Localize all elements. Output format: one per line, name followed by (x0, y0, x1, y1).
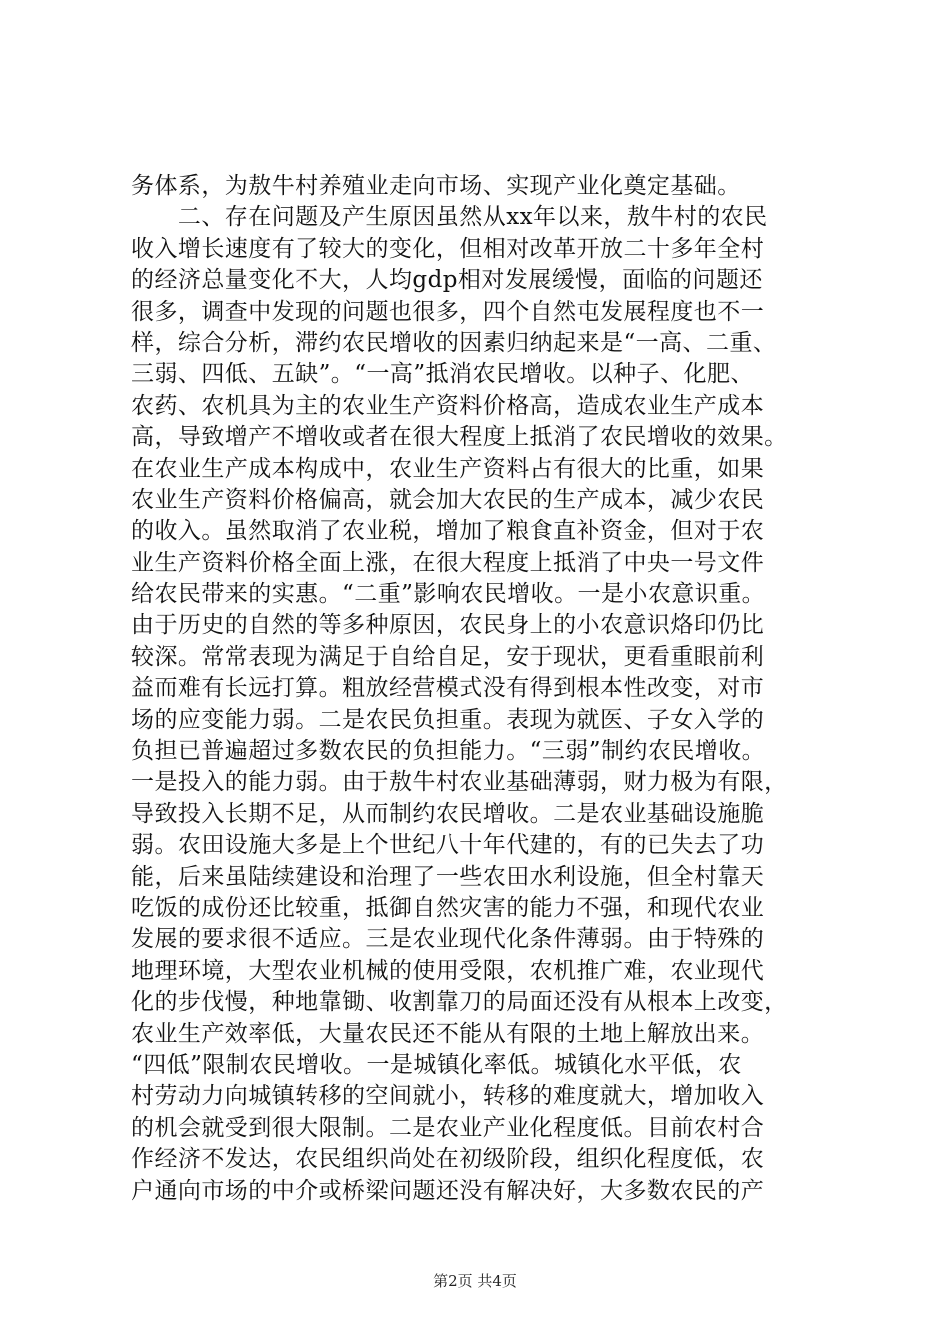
text-line: “四低”限制农民增收。一是城镇化率低。城镇化水平低，农 (131, 1051, 742, 1078)
text-line: 给农民带来的实惠。“二重”影响农民增收。一是小农意识重。 (131, 581, 766, 608)
text-line: 农药、农机具为主的农业生产资料价格高，造成农业生产成本 (131, 392, 765, 419)
text-line: 的机会就受到很大限制。二是农业产业化程度低。目前农村合 (131, 1114, 765, 1141)
text-line: 益而难有长远打算。粗放经营模式没有得到根本性改变，对市 (131, 675, 765, 702)
text-line: 户通向市场的中介或桥梁问题还没有解决好，大多数农民的产 (131, 1177, 765, 1204)
text-line: 二、存在问题及产生原因虽然从xx年以来，敖牛村的农民 (131, 204, 768, 231)
text-line: 农业生产资料价格偏高，就会加大农民的生产成本，减少农民 (131, 486, 765, 513)
text-line: 村劳动力向城镇转移的空间就小，转移的难度就大，增加收入 (131, 1083, 765, 1110)
text-line: 由于历史的自然的等多种原因，农民身上的小农意识烙印仍比 (131, 612, 765, 639)
text-line: 农业生产效率低，大量农民还不能从有限的土地上解放出来。 (131, 1020, 765, 1047)
text-line: 化的步伐慢，种地靠锄、收割靠刀的局面还没有从根本上改变， (131, 989, 788, 1016)
page-number-footer: 第2页 共4页 (433, 1272, 517, 1290)
text-line: 负担已普遍超过多数农民的负担能力。“三弱”制约农民增收。 (131, 738, 766, 765)
body-text (131, 171, 821, 1207)
text-line: 的收入。虽然取消了农业税，增加了粮食直补资金，但对于农 (131, 518, 765, 545)
text-line: 很多，调查中发现的问题也很多，四个自然屯发展程度也不一 (131, 298, 765, 325)
text-line: 弱。农田设施大多是上个世纪八十年代建的，有的已失去了功 (131, 832, 765, 859)
text-line: 场的应变能力弱。二是农民负担重。表现为就医、子女入学的 (131, 706, 765, 733)
text-line: 发展的要求很不适应。三是农业现代化条件薄弱。由于特殊的 (131, 926, 765, 953)
text-line: 样，综合分析，滞约农民增收的因素归纳起来是“一高、二重、 (131, 329, 777, 356)
text-line: 的经济总量变化不大，人均gdp相对发展缓慢，面临的问题还 (131, 267, 763, 294)
text-line: 地理环境，大型农业机械的使用受限，农机推广难，农业现代 (131, 957, 765, 984)
text-line: 作经济不发达，农民组织尚处在初级阶段，组织化程度低，农 (131, 1146, 765, 1173)
text-line: 在农业生产成本构成中，农业生产资料占有很大的比重，如果 (131, 455, 765, 482)
text-line: 能，后来虽陆续建设和治理了一些农田水利设施，但全村靠天 (131, 863, 765, 890)
text-line: 吃饭的成份还比较重，抵御自然灾害的能力不强，和现代农业 (131, 894, 765, 921)
text-line: 业生产资料价格全面上涨，在很大程度上抵消了中央一号文件 (131, 549, 765, 576)
text-line: 一是投入的能力弱。由于敖牛村农业基础薄弱，财力极为有限， (131, 769, 788, 796)
text-line: 收入增长速度有了较大的变化，但相对改革开放二十多年全村 (131, 235, 765, 262)
text-line: 导致投入长期不足，从而制约农民增收。二是农业基础设施脆 (131, 800, 765, 827)
text-line: 务体系，为敖牛村养殖业走向市场、实现产业化奠定基础。 (131, 173, 741, 199)
text-line: 高，导致增产不增收或者在很大程度上抵消了农民增收的效果。 (131, 424, 788, 451)
text-line: 较深。常常表现为满足于自给自足，安于现状，更看重眼前利 (131, 643, 765, 670)
text-line: 三弱、四低、五缺”。“一高”抵消农民增收。以种子、化肥、 (131, 361, 754, 388)
